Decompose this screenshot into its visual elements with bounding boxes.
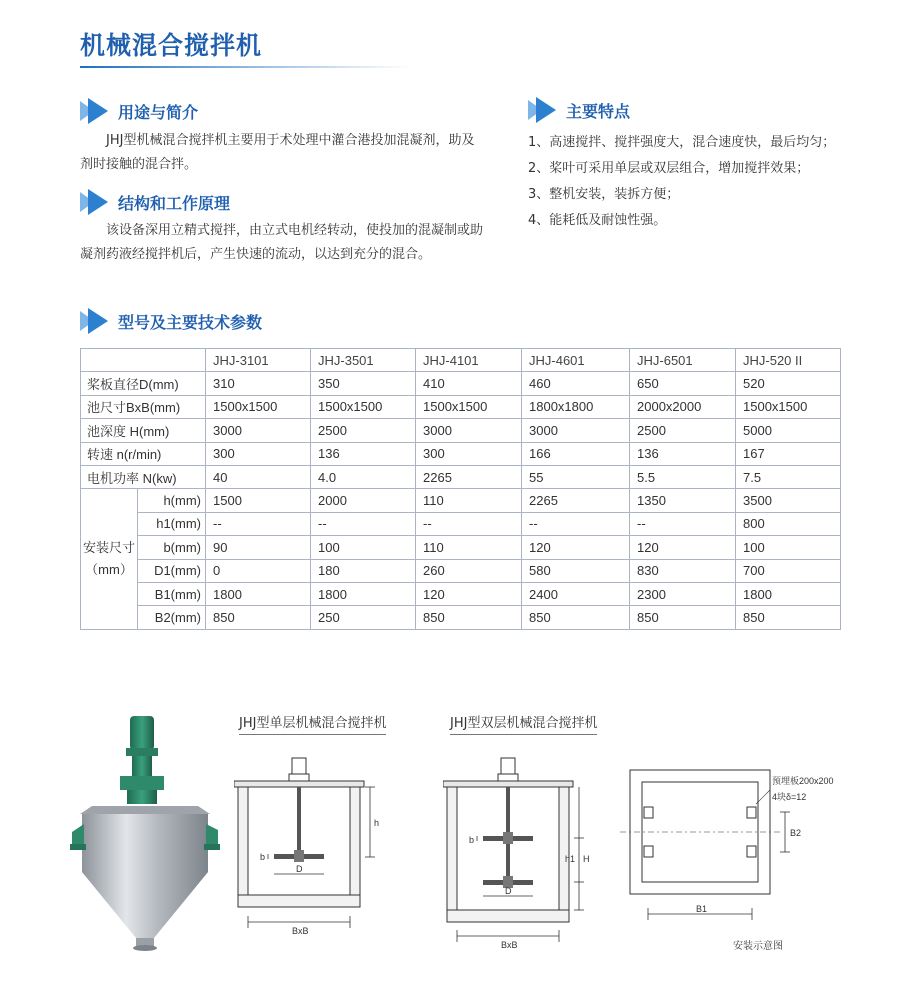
table-cell: 2400 — [522, 582, 630, 605]
table-cell: 90 — [206, 536, 311, 559]
section-specs-header — [80, 308, 262, 334]
table-cell: 3000 — [416, 419, 522, 442]
table-cell: 2000 — [311, 489, 416, 512]
arrow-bullet-icon — [80, 98, 110, 124]
table-cell: 850 — [416, 606, 522, 629]
feature-item: 3、整机安装，装拆方便； — [528, 187, 680, 202]
install-diagram-caption: 安装示意图 — [733, 941, 783, 952]
table-cell: 850 — [522, 606, 630, 629]
table-cell: 580 — [522, 559, 630, 582]
section-structure-title: 结构和工作原理 — [118, 193, 231, 213]
table-cell: 700 — [736, 559, 841, 582]
table-cell: 3500 — [736, 489, 841, 512]
title-rule — [80, 66, 410, 68]
section-specs-title: 型号及主要技术参数 — [118, 312, 263, 332]
table-cell: 1500x1500 — [416, 395, 522, 418]
feature-list — [528, 130, 835, 234]
table-cell: 410 — [416, 372, 522, 395]
single-diagram-title: JHJ型单层机械混合搅拌机 — [239, 712, 386, 735]
section-features-header — [528, 97, 630, 123]
section-structure-text: 该设备深用立精式搅拌，由立式电机经转动，使投加的混凝制或助凝剂药液经搅拌机后，产生快速的流动，以达到充分的混合。 — [80, 223, 484, 262]
dim-label-h1: h1 — [565, 854, 576, 864]
install-note-plate: 预埋板200x200 — [772, 776, 834, 786]
row-label: B1(mm) — [138, 582, 206, 605]
table-cell: 1500x1500 — [311, 395, 416, 418]
install-group-label: 安装尺寸 （mm） — [81, 489, 138, 629]
row-label: b(mm) — [138, 536, 206, 559]
table-cell: 1800 — [736, 582, 841, 605]
table-header-row — [81, 349, 841, 372]
section-usage-header — [80, 98, 198, 124]
table-cell: -- — [206, 512, 311, 535]
table-row — [81, 442, 841, 465]
row-label: 池尺寸BxB(mm) — [81, 395, 206, 418]
page-title: 机械混合搅拌机 — [80, 31, 263, 60]
row-label: 电机功率 N(kw) — [81, 465, 206, 488]
row-label: B2(mm) — [138, 606, 206, 629]
table-cell: 2500 — [311, 419, 416, 442]
model-header: JHJ-4601 — [522, 349, 630, 372]
table-cell: 3000 — [522, 419, 630, 442]
double-layer-diagram — [443, 750, 618, 965]
row-label: 转速 n(r/min) — [81, 442, 206, 465]
table-row — [81, 512, 841, 535]
dim-label-bxb: BxB — [501, 940, 518, 950]
double-diagram-title: JHJ型双层机械混合搅拌机 — [450, 712, 597, 735]
table-cell: 850 — [630, 606, 736, 629]
table-cell: 260 — [416, 559, 522, 582]
table-cell: -- — [311, 512, 416, 535]
table-cell: -- — [522, 512, 630, 535]
table-cell: 100 — [311, 536, 416, 559]
table-cell: 2500 — [630, 419, 736, 442]
table-cell: 460 — [522, 372, 630, 395]
table-cell: 100 — [736, 536, 841, 559]
table-cell: 1500 — [206, 489, 311, 512]
dim-label-bxb: BxB — [292, 926, 309, 936]
table-cell: 1800x1800 — [522, 395, 630, 418]
dim-label-b1: B1 — [696, 904, 708, 914]
table-cell: 0 — [206, 559, 311, 582]
feature-item: 2、桨叶可采用单层或双层组合，增加搅拌效果； — [528, 161, 810, 176]
row-label: h1(mm) — [138, 512, 206, 535]
spec-table — [80, 348, 841, 630]
table-cell: 310 — [206, 372, 311, 395]
table-cell: 166 — [522, 442, 630, 465]
section-usage-text: JHJ型机械混合搅拌机主要用于术处理中灌合港投加混凝剂，助及剂时接触的混合拌。 — [80, 133, 475, 172]
table-row — [81, 395, 841, 418]
feature-item: 1、高速搅拌、搅拌强度大，混合速度快，最后均匀； — [528, 135, 836, 150]
table-cell: 120 — [630, 536, 736, 559]
single-layer-diagram — [234, 750, 419, 960]
table-cell: 4.0 — [311, 465, 416, 488]
dim-label-b2: B2 — [790, 828, 802, 838]
row-label: D1(mm) — [138, 559, 206, 582]
row-label: 桨板直径D(mm) — [81, 372, 206, 395]
model-header: JHJ-4101 — [416, 349, 522, 372]
model-header: JHJ-3501 — [311, 349, 416, 372]
section-structure-header — [80, 189, 230, 215]
feature-item: 4、能耗低及耐蚀性强。 — [528, 213, 667, 228]
dim-label-h: h — [374, 818, 380, 828]
table-cell: 800 — [736, 512, 841, 535]
table-corner-cell — [81, 349, 206, 372]
table-cell: 1500x1500 — [736, 395, 841, 418]
dim-label-b: b — [469, 835, 475, 845]
table-row — [81, 419, 841, 442]
table-cell: 120 — [416, 582, 522, 605]
install-plan-diagram — [620, 762, 850, 942]
table-row — [81, 372, 841, 395]
table-cell: 167 — [736, 442, 841, 465]
table-cell: 136 — [630, 442, 736, 465]
table-cell: 40 — [206, 465, 311, 488]
table-cell: 1350 — [630, 489, 736, 512]
dim-label-H: H — [583, 854, 590, 864]
table-row — [81, 559, 841, 582]
table-cell: -- — [630, 512, 736, 535]
table-cell: 1500x1500 — [206, 395, 311, 418]
model-header: JHJ-6501 — [630, 349, 736, 372]
row-label: h(mm) — [138, 489, 206, 512]
table-row — [81, 582, 841, 605]
arrow-bullet-icon — [528, 97, 558, 123]
table-row — [81, 606, 841, 629]
table-cell: 850 — [206, 606, 311, 629]
table-row — [81, 536, 841, 559]
table-cell: 110 — [416, 489, 522, 512]
table-row — [81, 489, 841, 512]
table-cell: 7.5 — [736, 465, 841, 488]
table-cell: 2265 — [522, 489, 630, 512]
table-cell: 300 — [206, 442, 311, 465]
table-cell: 2265 — [416, 465, 522, 488]
table-cell: 3000 — [206, 419, 311, 442]
section-features-title: 主要特点 — [566, 101, 631, 121]
install-note-count: 4块δ=12 — [772, 792, 807, 802]
dim-label-d: D — [296, 864, 303, 874]
table-cell: 650 — [630, 372, 736, 395]
table-cell: 850 — [736, 606, 841, 629]
table-cell: 350 — [311, 372, 416, 395]
table-cell: 180 — [311, 559, 416, 582]
table-cell: 120 — [522, 536, 630, 559]
table-cell: 136 — [311, 442, 416, 465]
mixer-machine-photo — [70, 712, 220, 957]
table-cell: 830 — [630, 559, 736, 582]
table-cell: 1800 — [206, 582, 311, 605]
arrow-bullet-icon — [80, 189, 110, 215]
table-cell: 2300 — [630, 582, 736, 605]
table-cell: 2000x2000 — [630, 395, 736, 418]
table-cell: 5.5 — [630, 465, 736, 488]
table-cell: 110 — [416, 536, 522, 559]
table-cell: 1800 — [311, 582, 416, 605]
section-usage-title: 用途与简介 — [118, 102, 199, 122]
table-cell: 520 — [736, 372, 841, 395]
table-cell: 55 — [522, 465, 630, 488]
table-cell: 250 — [311, 606, 416, 629]
model-header: JHJ-520 II — [736, 349, 841, 372]
table-row — [81, 465, 841, 488]
arrow-bullet-icon — [80, 308, 110, 334]
table-cell: 300 — [416, 442, 522, 465]
table-cell: -- — [416, 512, 522, 535]
model-header: JHJ-3101 — [206, 349, 311, 372]
row-label: 池深度 H(mm) — [81, 419, 206, 442]
dim-label-b: b — [260, 852, 266, 862]
dim-label-d: D — [505, 886, 512, 896]
table-cell: 5000 — [736, 419, 841, 442]
